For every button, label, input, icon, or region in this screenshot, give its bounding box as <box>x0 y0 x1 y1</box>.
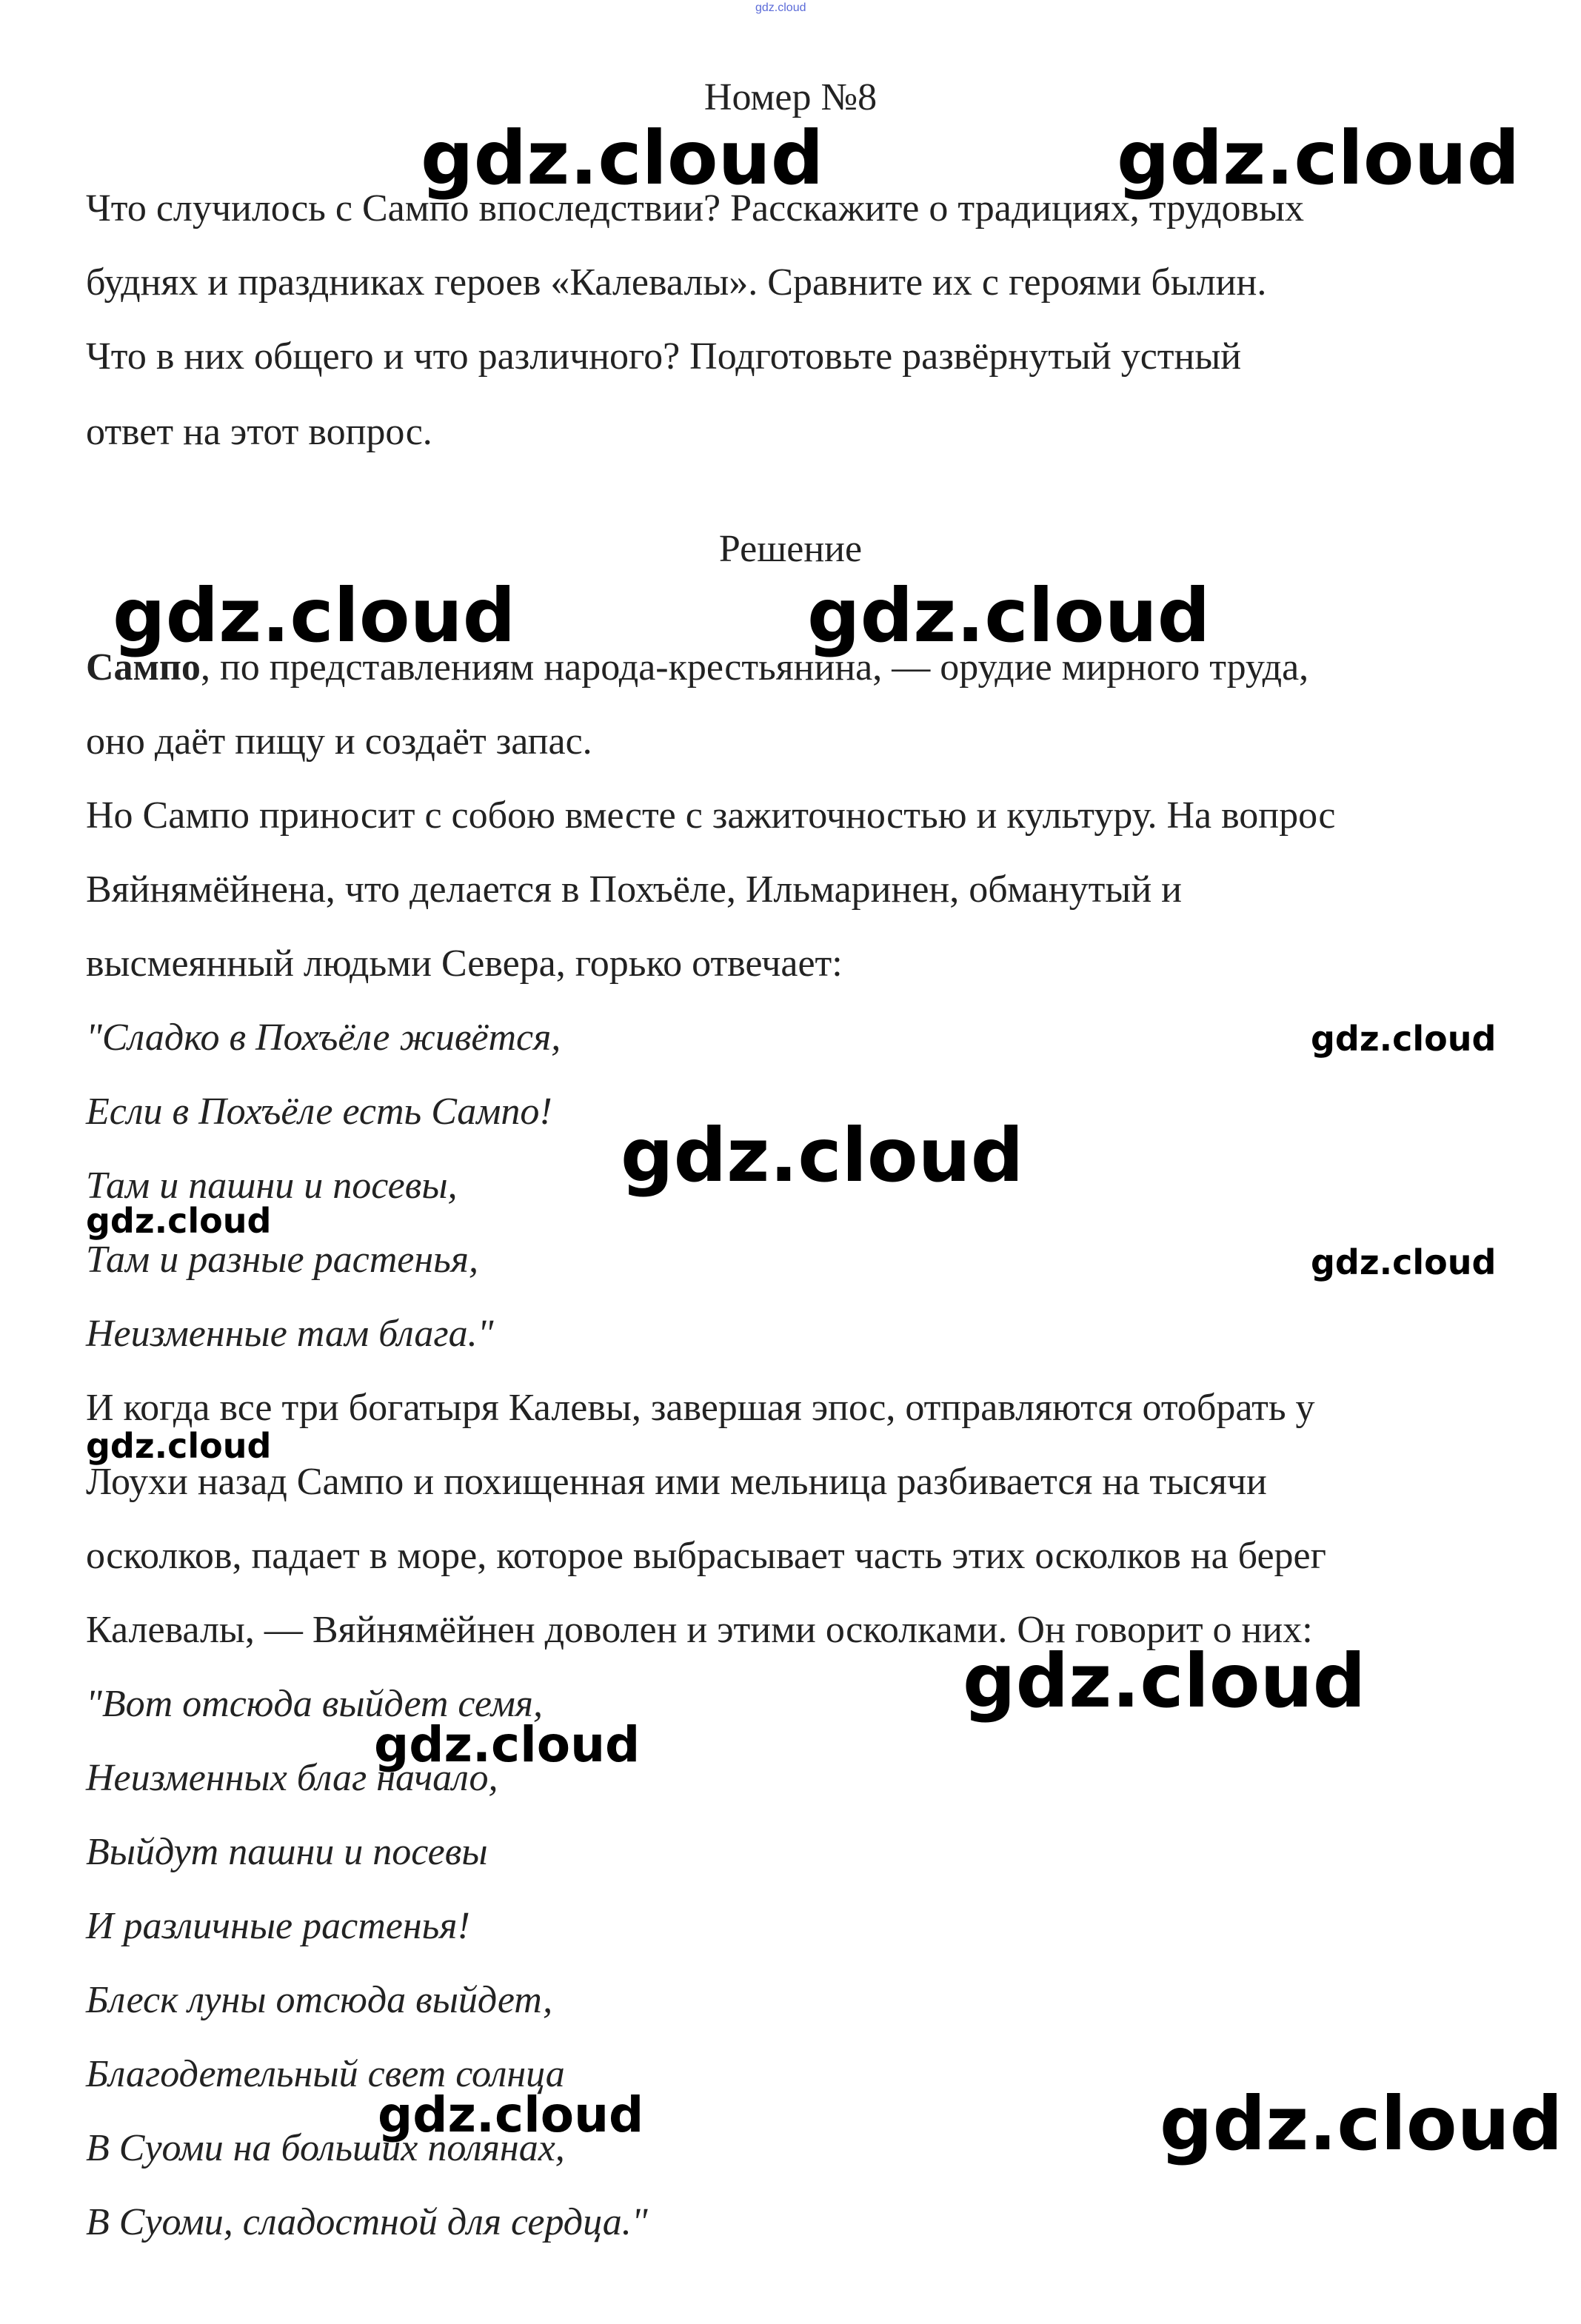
watermark: gdz.cloud <box>963 1638 1366 1724</box>
poem-line: В Суоми на больших полянах, <box>86 2127 565 2169</box>
answer-line: Калевалы, — Вяйнямёйнен доволен и этими осколками. Он говорит о них: <box>86 1609 1313 1651</box>
answer-line: осколков, падает в море, которое выбрасывает часть этих осколков на берег <box>86 1535 1326 1577</box>
question-line: буднях и праздниках героев «Калевалы». Сравните их с героями былин. <box>86 261 1267 304</box>
watermark: gdz.cloud <box>378 2086 644 2143</box>
poem-line: "Вот отсюда выйдет семя, <box>86 1683 543 1725</box>
poem-line: Блеск луны отсюда выйдет, <box>86 1979 553 2021</box>
question-line: ответ на этот вопрос. <box>86 411 432 453</box>
poem-line: Там и разные растенья, <box>86 1239 478 1281</box>
watermark: gdz.cloud <box>374 1716 641 1773</box>
answer-line: оно даёт пищу и создаёт запас. <box>86 720 592 763</box>
answer-line: Но Сампо приносит с собою вместе с зажиточностью и культуру. На вопрос <box>86 794 1336 837</box>
watermark: gdz.cloud <box>86 1426 272 1466</box>
watermark: gdz.cloud <box>421 115 824 201</box>
watermark: gdz.cloud <box>807 572 1211 659</box>
watermark: gdz.cloud <box>1311 1019 1497 1059</box>
poem-line: Неизменные там блага." <box>86 1313 494 1355</box>
top-watermark: gdz.cloud <box>755 1 806 14</box>
poem-line: Если в Похъёле есть Сампо! <box>86 1091 552 1133</box>
answer-term: Сампо <box>86 646 201 689</box>
answer-line: И когда все три богатыря Калевы, завершая эпос, отправляются отобрать у <box>86 1387 1315 1429</box>
poem-line: В Суоми, сладостной для сердца." <box>86 2201 648 2243</box>
solution-heading: Решение <box>718 528 863 570</box>
question-line: Что в них общего и что различного? Подготовьте развёрнутый устный <box>86 335 1242 378</box>
watermark: gdz.cloud <box>1311 1242 1497 1282</box>
watermark: gdz.cloud <box>1117 115 1520 201</box>
poem-line: Там и пашни и посевы, <box>86 1165 458 1207</box>
poem-line: Благодетельный свет солнца <box>86 2053 565 2095</box>
watermark: gdz.cloud <box>621 1112 1024 1199</box>
answer-line: Вяйнямёйнена, что делается в Похъёле, Ильмаринен, обманутый и <box>86 868 1182 911</box>
watermark: gdz.cloud <box>113 572 516 659</box>
page-title: Номер №8 <box>703 76 878 118</box>
poem-line: И различные растенья! <box>86 1905 470 1947</box>
question-line: Что случилось с Сампо впоследствии? Расскажите о традициях, трудовых <box>86 187 1305 230</box>
poem-line: Неизменных благ начало, <box>86 1757 498 1799</box>
watermark: gdz.cloud <box>86 1201 272 1241</box>
poem-line: "Сладко в Похъёле живётся, <box>86 1017 561 1059</box>
answer-line: высмеянный людьми Севера, горько отвечает: <box>86 942 843 985</box>
watermark: gdz.cloud <box>1160 2080 1563 2167</box>
answer-line-rest: , по представлениям народа-крестьянина, — орудие мирного труда, <box>200 646 1309 689</box>
poem-line: Выйдут пашни и посевы <box>86 1831 488 1873</box>
answer-line: Лоухи назад Сампо и похищенная ими мельница разбивается на тысячи <box>86 1461 1267 1503</box>
